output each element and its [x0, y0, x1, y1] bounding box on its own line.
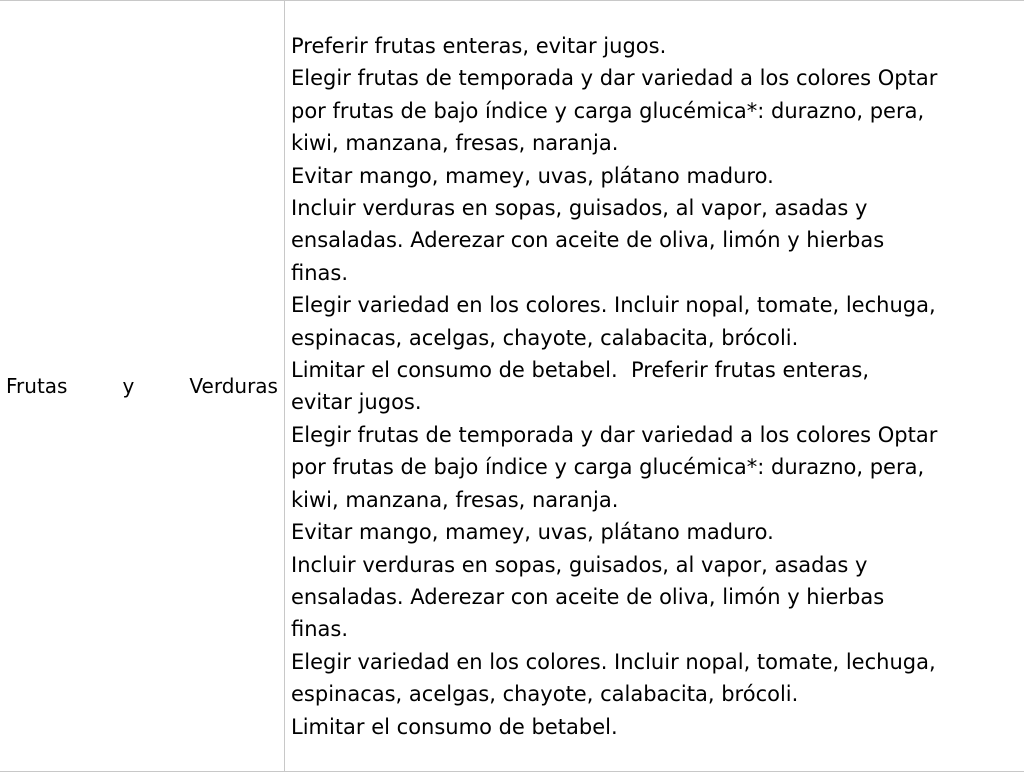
recommendation-line: espinacas, acelgas, chayote, calabacita, brócoli.	[291, 325, 799, 350]
recommendation-line: evitar jugos.	[291, 390, 422, 415]
category-word-3: Verduras	[189, 374, 278, 398]
category-word-1: Frutas	[6, 374, 68, 398]
recommendation-line: espinacas, acelgas, chayote, calabacita, brócoli.	[291, 682, 799, 707]
recommendation-line: Evitar mango, mamey, uvas, plátano maduro.	[291, 520, 774, 545]
recommendation-line: por frutas de bajo índice y carga glucémica*: durazno, pera,	[291, 98, 925, 123]
category-cell	[0, 1, 285, 771]
recommendation-line: Incluir verduras en sopas, guisados, al vapor, asadas y	[291, 196, 868, 221]
recommendations-cell	[285, 1, 1024, 771]
recommendation-line: finas.	[291, 260, 349, 285]
recommendation-line: ensaladas. Aderezar con aceite de oliva, limón y hierbas	[291, 584, 885, 609]
recommendation-line: Evitar mango, mamey, uvas, plátano maduro.	[291, 163, 774, 188]
recommendation-line: Elegir frutas de temporada y dar variedad a los colores Optar	[291, 422, 938, 447]
recommendation-line: kiwi, manzana, fresas, naranja.	[291, 487, 619, 512]
recommendation-line: Preferir frutas enteras, evitar jugos.	[291, 34, 667, 58]
recommendation-line: ensaladas. Aderezar con aceite de oliva, limón y hierbas	[291, 228, 885, 253]
recommendation-line: Incluir verduras en sopas, guisados, al vapor, asadas y	[291, 552, 868, 577]
recommendation-line: Elegir variedad en los colores. Incluir nopal, tomate, lechuga,	[291, 649, 936, 674]
category-word-2: y	[122, 374, 135, 398]
recommendation-line: por frutas de bajo índice y carga glucémica*: durazno, pera,	[291, 455, 925, 480]
recommendation-line: kiwi, manzana, fresas, naranja.	[291, 131, 619, 156]
recommendation-line: finas.	[291, 617, 349, 642]
recommendation-line: Elegir variedad en los colores. Incluir nopal, tomate, lechuga,	[291, 293, 936, 318]
category-label	[6, 370, 278, 402]
recommendation-line: Limitar el consumo de betabel. Preferir frutas enteras,	[291, 358, 870, 383]
recommendation-line: Elegir frutas de temporada y dar variedad a los colores Optar	[291, 66, 938, 91]
recommendation-line: Limitar el consumo de betabel.	[291, 714, 618, 739]
